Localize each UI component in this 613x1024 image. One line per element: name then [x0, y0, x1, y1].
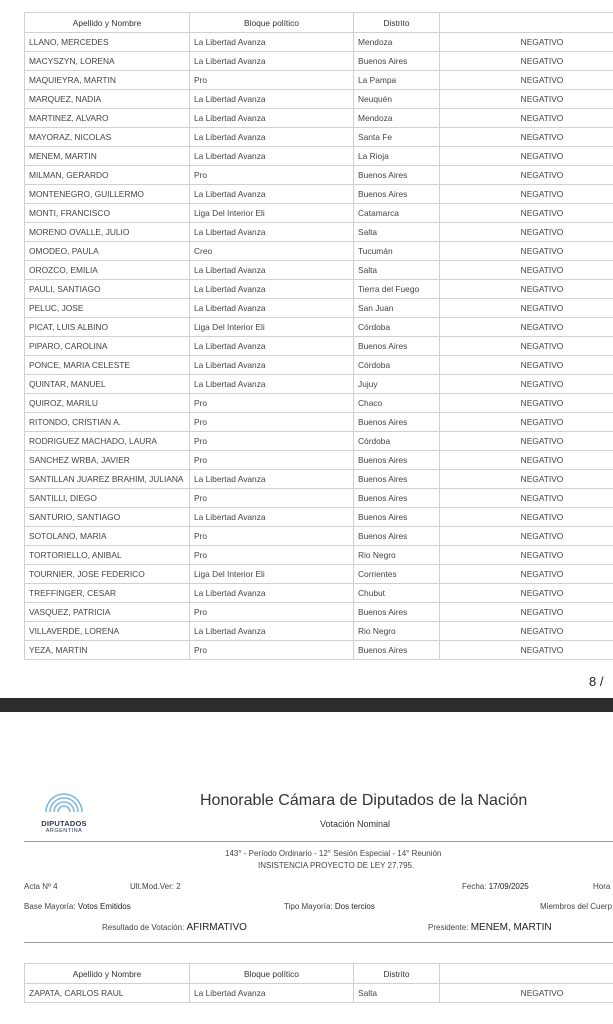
session-info: 143° - Período Ordinario - 12° Sesión Especial - 14° Reunión — [225, 849, 442, 858]
page-title: Honorable Cámara de Diputados de la Nación — [200, 792, 528, 809]
cell-name: SANTURIO, SANTIAGO — [25, 508, 190, 527]
cell-district: Córdoba — [354, 356, 440, 375]
cell-vote: NEGATIVO — [440, 546, 613, 565]
table-row — [25, 508, 613, 527]
cell-district: Córdoba — [354, 318, 440, 337]
cell-name: QUIROZ, MARILU — [25, 394, 190, 413]
base-value: Votos Emitidos — [77, 902, 131, 911]
cell-vote: NEGATIVO — [440, 603, 613, 622]
presidente-value: MENEM, MARTIN — [470, 922, 552, 933]
cell-name: MENEM, MARTIN — [25, 147, 190, 166]
cell-name: MORENO OVALLE, JULIO — [25, 223, 190, 242]
table-row — [25, 261, 613, 280]
table-row — [25, 470, 613, 489]
cell-bloc: La Libertad Avanza — [190, 337, 354, 356]
table-row — [25, 71, 613, 90]
cell-name: PELUC, JOSE — [25, 299, 190, 318]
cell-name: LLANO, MERCEDES — [25, 33, 190, 52]
table-row — [25, 166, 613, 185]
cell-name: OMODEO, PAULA — [25, 242, 190, 261]
vote-table — [24, 12, 613, 660]
page-separator — [0, 698, 613, 712]
cell-district: Catamarca — [354, 204, 440, 223]
cell-vote: NEGATIVO — [440, 223, 613, 242]
header-district: Distrito — [354, 13, 440, 33]
divider — [24, 841, 613, 842]
cell-name: ZAPATA, CARLOS RAUL — [25, 984, 190, 1003]
cell-vote: NEGATIVO — [440, 261, 613, 280]
cell-district: Jujuy — [354, 375, 440, 394]
cell-name: SOTOLANO, MARIA — [25, 527, 190, 546]
cell-vote: NEGATIVO — [440, 432, 613, 451]
table-row — [25, 489, 613, 508]
cell-vote: NEGATIVO — [440, 33, 613, 52]
cell-name: MACYSZYN, LORENA — [25, 52, 190, 71]
presidente-label: Presidente: — [428, 923, 469, 932]
cell-name: OROZCO, EMILIA — [25, 261, 190, 280]
cell-bloc: La Libertad Avanza — [190, 128, 354, 147]
cell-district: Buenos Aires — [354, 52, 440, 71]
project-info: INSISTENCIA PROYECTO DE LEY 27.795. — [258, 861, 415, 870]
cell-vote: NEGATIVO — [440, 90, 613, 109]
table-row — [25, 318, 613, 337]
cell-name: MAQUIEYRA, MARTIN — [25, 71, 190, 90]
cell-vote: NEGATIVO — [440, 489, 613, 508]
header-bloc: Bloque político — [190, 13, 354, 33]
cell-vote: NEGATIVO — [440, 280, 613, 299]
table-row — [25, 223, 613, 242]
cell-bloc: Pro — [190, 394, 354, 413]
presidente — [428, 922, 552, 933]
table-row — [25, 375, 613, 394]
cell-vote: NEGATIVO — [440, 527, 613, 546]
cell-bloc: Pro — [190, 489, 354, 508]
tipo-value: Dos tercios — [334, 902, 375, 911]
cell-bloc: La Libertad Avanza — [190, 375, 354, 394]
cell-bloc: Pro — [190, 166, 354, 185]
cell-district: Buenos Aires — [354, 527, 440, 546]
table-row — [25, 584, 613, 603]
tipo-label: Tipo Mayoría: — [284, 902, 333, 911]
logo-title: DIPUTADOS — [41, 819, 87, 828]
cell-name: RITONDO, CRISTIAN A. — [25, 413, 190, 432]
cell-name: MARTINEZ, ALVARO — [25, 109, 190, 128]
cell-bloc: La Libertad Avanza — [190, 584, 354, 603]
resultado-label: Resultado de Votación: — [102, 923, 185, 932]
cell-vote: NEGATIVO — [440, 413, 613, 432]
cell-vote: NEGATIVO — [440, 356, 613, 375]
divider — [24, 942, 613, 943]
cell-bloc: Liga Del Interior Eli — [190, 204, 354, 223]
cell-district: Buenos Aires — [354, 641, 440, 660]
header-vote — [440, 13, 613, 33]
cell-district: Rio Negro — [354, 622, 440, 641]
cell-bloc: Liga Del Interior Eli — [190, 565, 354, 584]
cell-vote: NEGATIVO — [440, 204, 613, 223]
cell-vote: NEGATIVO — [440, 565, 613, 584]
cell-name: SANCHEZ WRBA, JAVIER — [25, 451, 190, 470]
table-row — [25, 603, 613, 622]
header-vote — [440, 964, 613, 984]
cell-district: Tucumán — [354, 242, 440, 261]
cell-vote: NEGATIVO — [440, 109, 613, 128]
cell-vote: NEGATIVO — [440, 147, 613, 166]
fecha-label: Fecha: — [462, 882, 487, 891]
cell-bloc: Pro — [190, 527, 354, 546]
cell-name: SANTILLI, DIEGO — [25, 489, 190, 508]
cell-vote: NEGATIVO — [440, 71, 613, 90]
cell-name: YEZA, MARTIN — [25, 641, 190, 660]
table-header-row — [25, 13, 613, 33]
cell-bloc: Pro — [190, 432, 354, 451]
cell-name: MARQUEZ, NADIA — [25, 90, 190, 109]
hora-label: Hora — [593, 882, 611, 891]
cell-vote: NEGATIVO — [440, 185, 613, 204]
cell-name: TOURNIER, JOSE FEDERICO — [25, 565, 190, 584]
cell-vote: NEGATIVO — [440, 128, 613, 147]
cell-vote: NEGATIVO — [440, 508, 613, 527]
base-mayoria — [24, 902, 131, 911]
cell-name: PAULI, SANTIAGO — [25, 280, 190, 299]
table-row — [25, 128, 613, 147]
table-row — [25, 147, 613, 166]
cell-name: MAYORAZ, NICOLAS — [25, 128, 190, 147]
cell-bloc: La Libertad Avanza — [190, 90, 354, 109]
table-header-row — [25, 964, 613, 984]
table-row — [25, 90, 613, 109]
fecha — [462, 882, 529, 891]
table-row — [25, 337, 613, 356]
cell-district: Chubut — [354, 584, 440, 603]
cell-district: Chaco — [354, 394, 440, 413]
cell-district: Buenos Aires — [354, 489, 440, 508]
cell-name: VASQUEZ, PATRICIA — [25, 603, 190, 622]
cell-vote: NEGATIVO — [440, 451, 613, 470]
cell-district: Salta — [354, 223, 440, 242]
cell-name: TREFFINGER, CESAR — [25, 584, 190, 603]
table-row — [25, 299, 613, 318]
cell-vote: NEGATIVO — [440, 299, 613, 318]
cell-bloc: La Libertad Avanza — [190, 356, 354, 375]
resultado-value: AFIRMATIVO — [186, 922, 247, 933]
page-subtitle: Votación Nominal — [320, 819, 391, 829]
table-row — [25, 280, 613, 299]
table-row — [25, 413, 613, 432]
table-row — [25, 546, 613, 565]
cell-district: Corrientes — [354, 565, 440, 584]
cell-name: PIPARO, CAROLINA — [25, 337, 190, 356]
cell-bloc: La Libertad Avanza — [190, 261, 354, 280]
cell-bloc: La Libertad Avanza — [190, 508, 354, 527]
cell-vote: NEGATIVO — [440, 52, 613, 71]
cell-district: San Juan — [354, 299, 440, 318]
logo-subtitle: ARGENTINA — [45, 828, 83, 834]
table-row — [25, 109, 613, 128]
cell-bloc: La Libertad Avanza — [190, 280, 354, 299]
document-page-9 — [0, 712, 613, 1024]
cell-bloc: Liga Del Interior Eli — [190, 318, 354, 337]
cell-bloc: La Libertad Avanza — [190, 185, 354, 204]
table-row — [25, 394, 613, 413]
cell-bloc: La Libertad Avanza — [190, 52, 354, 71]
cell-district: Buenos Aires — [354, 451, 440, 470]
table-row — [25, 527, 613, 546]
acta-number: Acta Nº 4 — [24, 882, 58, 891]
cell-district: Buenos Aires — [354, 470, 440, 489]
table-row — [25, 565, 613, 584]
cell-district: Salta — [354, 984, 440, 1003]
cell-bloc: La Libertad Avanza — [190, 984, 354, 1003]
table-row — [25, 641, 613, 660]
cell-name: QUINTAR, MANUEL — [25, 375, 190, 394]
header-district: Distrito — [354, 964, 440, 984]
ult-mod-version: Ult.Mod.Ver: 2 — [130, 882, 181, 891]
table-row — [25, 451, 613, 470]
tipo-mayoria — [284, 902, 375, 911]
cell-vote: NEGATIVO — [440, 470, 613, 489]
cell-district: Santa Fe — [354, 128, 440, 147]
page-number: 8 / — [589, 674, 604, 689]
cell-district: Mendoza — [354, 33, 440, 52]
vote-table — [24, 963, 613, 1003]
table-row — [25, 33, 613, 52]
cell-district: Buenos Aires — [354, 166, 440, 185]
cell-vote: NEGATIVO — [440, 394, 613, 413]
cell-vote: NEGATIVO — [440, 584, 613, 603]
cell-vote: NEGATIVO — [440, 622, 613, 641]
cell-bloc: La Libertad Avanza — [190, 147, 354, 166]
cell-name: RODRIGUEZ MACHADO, LAURA — [25, 432, 190, 451]
cell-district: La Rioja — [354, 147, 440, 166]
cell-district: Córdoba — [354, 432, 440, 451]
diputados-logo — [36, 784, 92, 834]
cell-bloc: Pro — [190, 413, 354, 432]
cell-bloc: La Libertad Avanza — [190, 223, 354, 242]
cell-district: Salta — [354, 261, 440, 280]
cell-name: VILLAVERDE, LORENA — [25, 622, 190, 641]
cell-district: Mendoza — [354, 109, 440, 128]
cell-vote: NEGATIVO — [440, 166, 613, 185]
cell-district: Buenos Aires — [354, 185, 440, 204]
table-row — [25, 984, 613, 1003]
table-row — [25, 242, 613, 261]
header-name: Apellido y Nombre — [25, 13, 190, 33]
sun-arc-icon — [36, 784, 92, 814]
cell-vote: NEGATIVO — [440, 375, 613, 394]
cell-name: PICAT, LUIS ALBINO — [25, 318, 190, 337]
table-row — [25, 52, 613, 71]
table-row — [25, 432, 613, 451]
cell-district: Tierra del Fuego — [354, 280, 440, 299]
cell-district: Rio Negro — [354, 546, 440, 565]
cell-name: MONTENEGRO, GUILLERMO — [25, 185, 190, 204]
cell-name: PONCE, MARIA CELESTE — [25, 356, 190, 375]
cell-vote: NEGATIVO — [440, 318, 613, 337]
cell-district: Buenos Aires — [354, 413, 440, 432]
cell-vote: NEGATIVO — [440, 984, 613, 1003]
cell-name: MONTI, FRANCISCO — [25, 204, 190, 223]
cell-bloc: Creo — [190, 242, 354, 261]
cell-vote: NEGATIVO — [440, 641, 613, 660]
cell-bloc: La Libertad Avanza — [190, 299, 354, 318]
cell-bloc: La Libertad Avanza — [190, 33, 354, 52]
cell-bloc: Pro — [190, 546, 354, 565]
cell-district: Buenos Aires — [354, 603, 440, 622]
cell-bloc: La Libertad Avanza — [190, 622, 354, 641]
cell-bloc: Pro — [190, 71, 354, 90]
header-name: Apellido y Nombre — [25, 964, 190, 984]
cell-district: Buenos Aires — [354, 337, 440, 356]
cell-name: TORTORIELLO, ANIBAL — [25, 546, 190, 565]
cell-name: SANTILLAN JUAREZ BRAHIM, JULIANA — [25, 470, 190, 489]
cell-district: Neuquén — [354, 90, 440, 109]
fecha-value: 17/09/2025 — [488, 882, 529, 891]
cell-bloc: Pro — [190, 603, 354, 622]
cell-bloc: Pro — [190, 641, 354, 660]
cell-district: Buenos Aires — [354, 508, 440, 527]
miembros-label: Miembros del Cuerp — [540, 902, 613, 911]
table-row — [25, 356, 613, 375]
table-row — [25, 185, 613, 204]
table-row — [25, 204, 613, 223]
cell-district: La Pampa — [354, 71, 440, 90]
cell-bloc: La Libertad Avanza — [190, 109, 354, 128]
cell-bloc: La Libertad Avanza — [190, 470, 354, 489]
cell-name: MILMAN, GERARDO — [25, 166, 190, 185]
resultado — [102, 922, 247, 933]
table-row — [25, 622, 613, 641]
cell-vote: NEGATIVO — [440, 242, 613, 261]
header-bloc: Bloque político — [190, 964, 354, 984]
cell-bloc: Pro — [190, 451, 354, 470]
cell-vote: NEGATIVO — [440, 337, 613, 356]
base-label: Base Mayoría: — [24, 902, 76, 911]
